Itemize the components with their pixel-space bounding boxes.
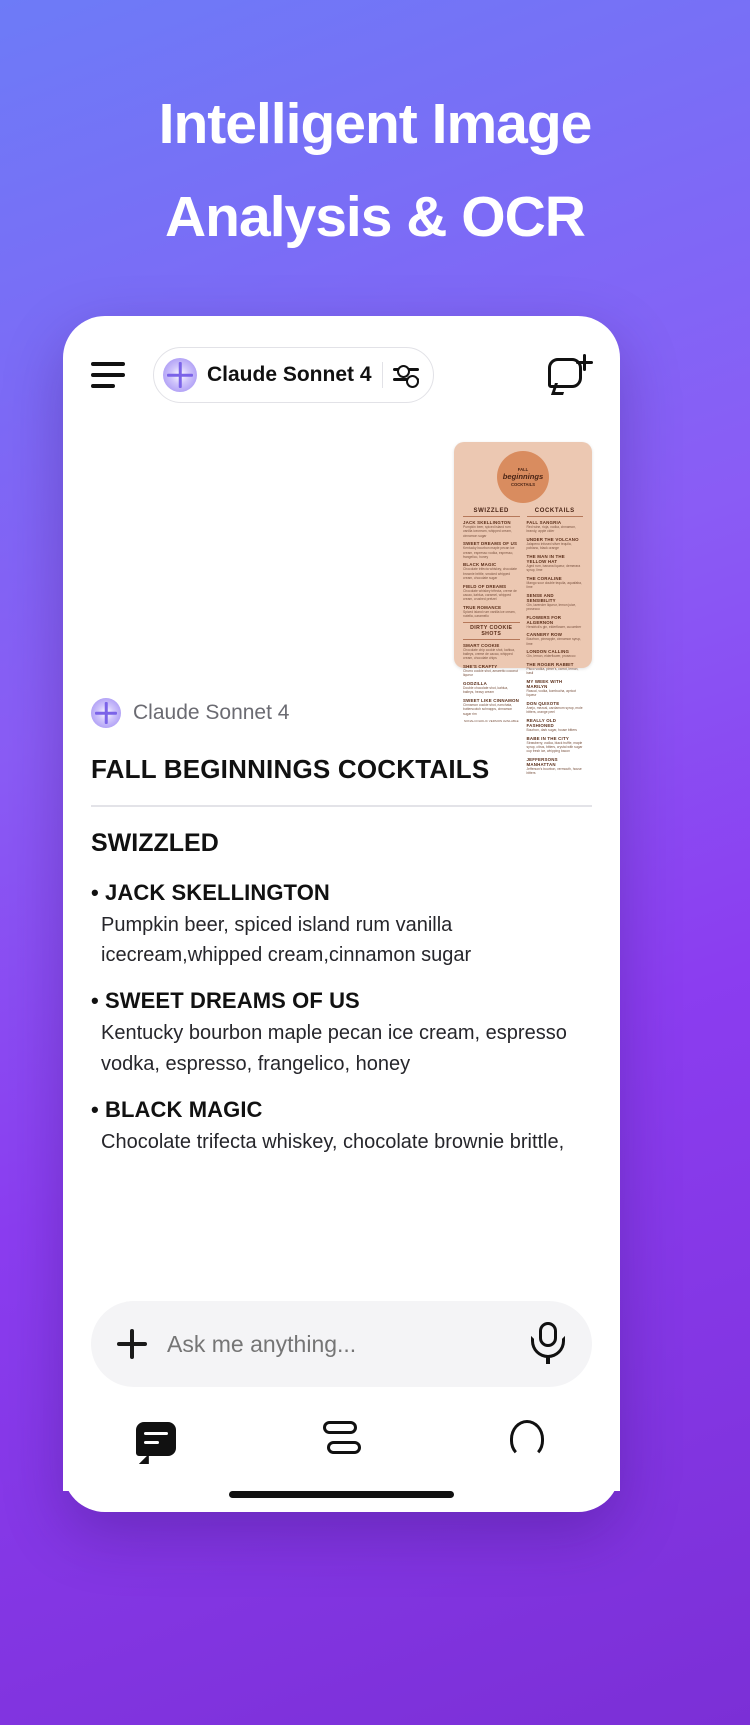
hamburger-icon[interactable] bbox=[91, 360, 131, 390]
menu-column-heading: COCKTAILS bbox=[527, 508, 584, 517]
menu-item-desc: Chocolate trifecta whiskey, chocolate brownie brittle, smoked whipped cream, chocolate sugar bbox=[463, 567, 517, 581]
menu-item-desc: Kentucky bourbon maple pecan ice cream, espresso vodka, espresso, frangelico, honey bbox=[463, 546, 515, 559]
menu-item-desc: Bourbon, pineapple, cinnamon syrup, lime bbox=[526, 637, 582, 646]
app-top-bar bbox=[63, 316, 620, 434]
menu-item bbox=[463, 643, 520, 661]
menu-item-desc: Chocolate whiskey trifecta, creme de cacao, kahlua, caramel, whipped cream, crushed pretzel bbox=[463, 588, 517, 602]
conversation-area bbox=[63, 434, 620, 1387]
menu-item-name: SWEET LIKE CINNAMON bbox=[463, 698, 519, 704]
menu-item-name: BABE IN THE CITY bbox=[526, 735, 569, 741]
divider bbox=[91, 805, 592, 807]
menu-badge-bottom: COCKTAILS bbox=[510, 481, 536, 487]
menu-item bbox=[527, 576, 584, 590]
menu-footer-note: NONALCOHOLIC VERSION AVAILABLE bbox=[463, 719, 519, 724]
nav-item-chat[interactable] bbox=[116, 1413, 196, 1465]
message-composer[interactable] bbox=[91, 1301, 592, 1387]
chat-icon bbox=[136, 1422, 176, 1456]
menu-item-name: DON QUIXOTE bbox=[526, 700, 560, 706]
menu-item bbox=[463, 605, 520, 619]
menu-item-name: LONDON CALLING bbox=[526, 649, 570, 655]
menu-item bbox=[463, 698, 520, 716]
menu-badge-top: FALL bbox=[517, 467, 529, 472]
phone-mockup bbox=[63, 316, 620, 1512]
menu-item-desc: Gin, lavender liqueur, lemon juice, prosecco bbox=[526, 602, 577, 612]
menu-item bbox=[527, 649, 584, 658]
divider bbox=[382, 362, 384, 388]
menu-item bbox=[463, 562, 520, 580]
menu-item-name: SMART COOKIE bbox=[463, 642, 500, 648]
menu-item bbox=[527, 701, 584, 715]
menu-item-name: UNDER THE VOLCANO bbox=[526, 536, 579, 542]
answer-section-heading: SWIZZLED bbox=[91, 828, 219, 857]
menu-item-name: FLOWERS FOR ALGERNON bbox=[526, 614, 562, 625]
list-item-title: • JACK SKELLINGTON bbox=[91, 879, 330, 905]
menu-item bbox=[527, 736, 584, 754]
bottom-navigation bbox=[63, 1387, 620, 1491]
menu-item-name: FALL SANGRIA bbox=[526, 520, 562, 525]
flows-icon bbox=[319, 1421, 363, 1457]
menu-item-name: JEFFERSONS MANHATTAN bbox=[526, 756, 558, 767]
menu-item bbox=[463, 681, 520, 695]
list-item-title: • SWEET DREAMS OF US bbox=[91, 988, 360, 1014]
list-item-desc: Pumpkin beer, spiced island rum vanilla icecream,whipped cream,cinnamon sugar bbox=[101, 913, 472, 966]
menu-item-desc: Jefferson's bourbon, vermouth, house bitters bbox=[526, 766, 582, 776]
profile-icon bbox=[510, 1420, 544, 1458]
claude-spark-icon bbox=[91, 698, 121, 728]
menu-item-name: THE MAN IN THE YELLOW HAT bbox=[526, 553, 565, 564]
menu-item bbox=[527, 757, 584, 776]
menu-item-desc: Anejo, mezcal, cardamom syrup, mole bitters, orange peel bbox=[526, 705, 583, 715]
list-item bbox=[91, 988, 592, 1079]
list-item-desc: Chocolate trifecta whiskey, chocolate brownie brittle, bbox=[101, 1131, 565, 1154]
menu-item bbox=[527, 554, 584, 573]
assistant-message bbox=[63, 754, 620, 1157]
plus-icon[interactable] bbox=[115, 1327, 149, 1361]
menu-item bbox=[463, 664, 520, 678]
menu-item bbox=[527, 718, 584, 732]
menu-item-desc: Jalapeno infused silver tequila, poblano, black orange bbox=[526, 541, 572, 551]
list-item bbox=[91, 1097, 592, 1157]
menu-item bbox=[527, 679, 584, 698]
menu-badge-title: beginnings bbox=[502, 472, 544, 482]
menu-column-swizzled bbox=[463, 508, 520, 779]
menu-item-desc: Chocolate chip cookie shot, kahlua, baileys, creme de cacao, whipped cream, chocolate chips bbox=[463, 647, 515, 661]
menu-item-desc: Mango sour double tequila, aquafaba, lime bbox=[526, 580, 582, 590]
menu-item-desc: Hendrick's gin, elderflower, cucumber bbox=[526, 624, 582, 629]
menu-item-name: SENSE AND SENSIBILITY bbox=[526, 592, 556, 603]
menu-item-name: SWEET DREAMS OF US bbox=[463, 541, 518, 547]
menu-item bbox=[527, 520, 584, 534]
new-chat-icon[interactable] bbox=[548, 354, 592, 396]
message-input[interactable] bbox=[167, 1331, 510, 1358]
menu-item-name: TRUE ROMANCE bbox=[463, 604, 502, 610]
menu-item-desc: Aged rum, banana liqueur, demerara syrup, lime bbox=[526, 563, 581, 573]
nav-item-profile[interactable] bbox=[487, 1413, 567, 1465]
attached-menu-image[interactable] bbox=[454, 442, 592, 776]
sliders-icon[interactable] bbox=[393, 364, 419, 386]
home-indicator bbox=[229, 1491, 454, 1498]
menu-item bbox=[463, 541, 520, 559]
menu-item-name: REALLY OLD FASHIONED bbox=[526, 717, 557, 728]
menu-item-desc: Rascal, vodka, kombucha, apricot liqueur bbox=[526, 689, 576, 698]
answer-title: FALL BEGINNINGS COCKTAILS bbox=[91, 754, 490, 784]
menu-item-desc: Bourbon, dark sugar, house bitters bbox=[526, 727, 577, 732]
menu-subheading: DIRTY COOKIE SHOTS bbox=[463, 622, 520, 640]
menu-item-name: BLACK MAGIC bbox=[463, 562, 497, 568]
model-selector[interactable] bbox=[153, 347, 434, 403]
model-selector-label: Claude Sonnet 4 bbox=[207, 363, 372, 386]
list-item-title: • BLACK MAGIC bbox=[91, 1097, 263, 1123]
list-item bbox=[91, 880, 592, 971]
menu-item-name: THE ROGER RABBIT bbox=[526, 662, 574, 668]
headline-line-1: Intelligent Image bbox=[158, 92, 592, 156]
microphone-icon[interactable] bbox=[528, 1322, 568, 1366]
menu-item-desc: Double chocolate shot, kahlua, baileys, heavy cream bbox=[463, 686, 509, 695]
nav-item-flows[interactable] bbox=[301, 1413, 381, 1465]
menu-item-name: SHE'S CRAFTY bbox=[463, 664, 498, 670]
menu-item-name: GODZILLA bbox=[463, 681, 488, 687]
menu-column-cocktails bbox=[527, 508, 584, 779]
menu-item-desc: Spiced island rum vanilla ice cream, nutella, caramello bbox=[463, 609, 516, 619]
menu-item-desc: Pumpkin beer, spiced island rum vanilla icecream, whipped cream, cinnamon sugar bbox=[463, 525, 512, 538]
menu-item-desc: Gin, lemon, elderflower, prosecco bbox=[526, 654, 576, 659]
menu-column-heading: SWIZZLED bbox=[463, 508, 520, 517]
menu-item bbox=[527, 662, 584, 676]
menu-item bbox=[527, 632, 584, 646]
menu-item bbox=[527, 537, 584, 551]
menu-item-name: JACK SKELLINGTON bbox=[463, 520, 511, 525]
headline-line-2: Analysis & OCR bbox=[165, 184, 585, 249]
menu-item-name: MY WEEK WITH MARILYN bbox=[526, 679, 563, 690]
menu-item bbox=[527, 615, 584, 629]
menu-item-desc: Strawberry, vodka, black truffle, maple syrup, citrus, bitters, crystal with sugar cup fresh ice, whipping bacon bbox=[526, 740, 583, 754]
menu-item-desc: Pisco vodka, pimm's, carrot, lemon, basil bbox=[526, 667, 579, 676]
claude-spark-icon bbox=[163, 358, 197, 392]
assistant-name: Claude Sonnet 4 bbox=[133, 701, 290, 724]
menu-item bbox=[527, 593, 584, 612]
menu-item-desc: Churro cookie shot, amaretto coconut liqueur bbox=[463, 669, 518, 678]
page-headline bbox=[0, 0, 750, 264]
menu-item-name: FIELD OF DREAMS bbox=[463, 583, 507, 589]
list-item-desc: Kentucky bourbon maple pecan ice cream, espresso vodka, espresso, frangelico, honey bbox=[101, 1022, 567, 1075]
menu-item bbox=[463, 520, 520, 538]
menu-item-desc: Red wine, rioja, vodka, cinnamon, brandy, apple cider bbox=[526, 525, 576, 534]
menu-item bbox=[463, 584, 520, 602]
menu-item-name: CANNERY ROW bbox=[526, 632, 563, 638]
menu-logo-badge bbox=[497, 451, 549, 503]
composer-container bbox=[63, 1263, 620, 1387]
menu-item-desc: Cinnamon cookie shot, rumchata, butterscotch schnapps, cinnamon sugar rim bbox=[463, 703, 513, 716]
menu-item-name: THE CORALINE bbox=[526, 575, 562, 581]
